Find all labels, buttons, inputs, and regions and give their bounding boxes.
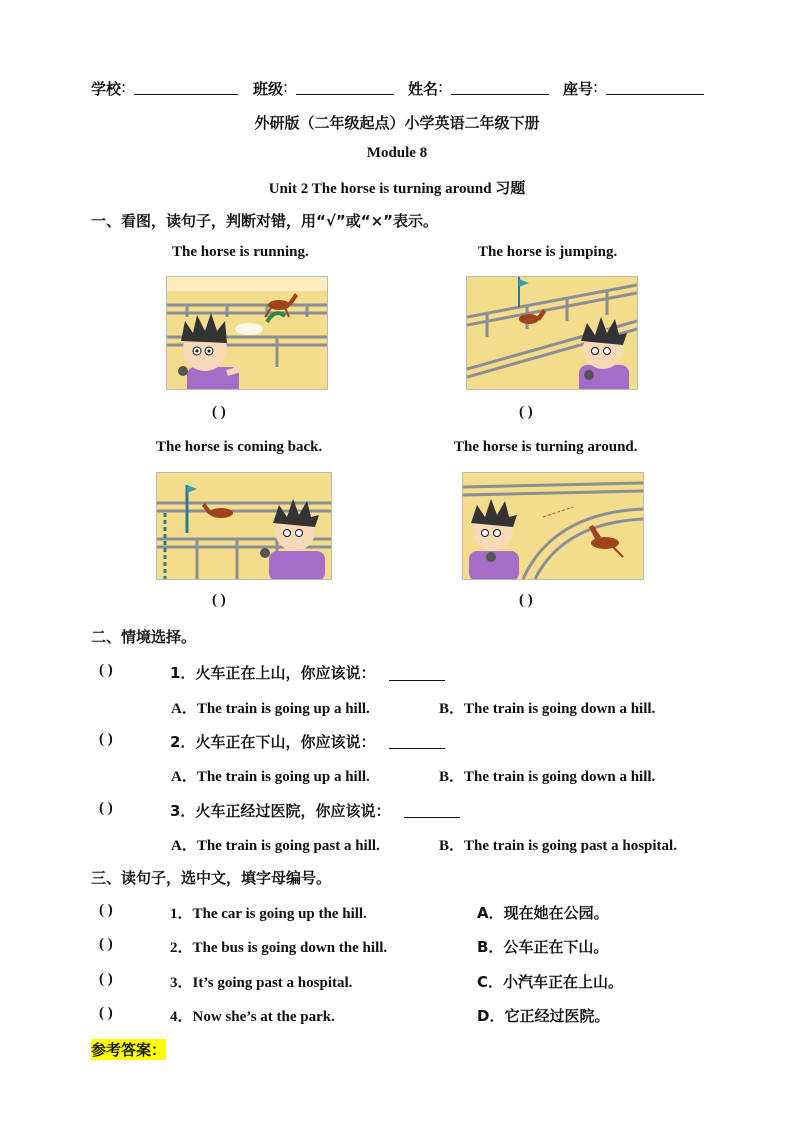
s3-row4-english: 4．Now she’s at the park. [170,1009,335,1025]
q1-option-a: A．The train is going up a hill. [171,701,370,717]
q3-blank[interactable] [404,817,460,818]
q1-blank[interactable] [389,680,445,681]
item4-sentence: The horse is turning around. [454,439,638,455]
item3-sentence: The horse is coming back. [156,439,323,455]
section2-heading: 二、情境选择。 [91,628,197,646]
name-label: 姓名 [408,80,439,98]
item1-paren[interactable]: ( ) [212,404,226,420]
item1-sentence: The horse is running. [172,244,309,260]
class-label: 班级 [253,80,284,98]
s3-row1-paren[interactable]: ( ) [99,902,113,918]
title-unit: Unit 2 The horse is turning around 习题 [268,181,526,197]
title-book: 外研版（二年级起点）小学英语二年级下册 [254,114,540,132]
s3-row4-paren[interactable]: ( ) [99,1005,113,1021]
q1-option-b: B．The train is going down a hill. [439,701,656,717]
q2-option-a: A．The train is going up a hill. [171,769,370,785]
s3-row1-chinese: A．现在她在公园。 [477,904,609,922]
s3-row1-english: 1．The car is going up the hill. [170,906,367,922]
q3-stem: 3．火车正经过医院，你应该说： [170,802,391,820]
s3-row3-chinese: C．小汽车正在上山。 [477,973,624,991]
item3-paren[interactable]: ( ) [212,592,226,608]
picture-horse-running [166,276,328,390]
picture-horse-turning-around [462,472,644,580]
q2-option-b: B．The train is going down a hill. [439,769,656,785]
item4-paren[interactable]: ( ) [519,592,533,608]
name-colon: : [438,78,444,96]
q1-stem: 1．火车正在上山，你应该说： [170,664,376,682]
item2-paren[interactable]: ( ) [519,404,533,420]
picture-horse-jumping [466,276,638,390]
q3-option-a: A．The train is going past a hill. [171,838,380,854]
name-field[interactable] [451,94,549,95]
class-field[interactable] [296,94,394,95]
answer-key-label: 参考答案： [91,1041,167,1059]
seat-field[interactable] [606,94,704,95]
school-field[interactable] [134,94,238,95]
seat-colon: : [593,78,599,96]
q3-option-b: B．The train is going past a hospital. [439,838,677,854]
s3-row4-chinese: D．它正经过医院。 [477,1007,610,1025]
section3-heading: 三、读句子，选中文，填字母编号。 [91,869,332,887]
q2-paren[interactable]: ( ) [99,731,113,747]
q3-paren[interactable]: ( ) [99,800,113,816]
q2-stem: 2．火车正在下山，你应该说： [170,733,376,751]
section1-heading: 一、看图，读句子，判断对错，用“√”或“×”表示。 [91,212,439,230]
s3-row3-english: 3．It’s going past a hospital. [170,975,353,991]
q1-paren[interactable]: ( ) [99,662,113,678]
item2-sentence: The horse is jumping. [478,244,618,260]
s3-row2-english: 2．The bus is going down the hill. [170,940,388,956]
school-colon: : [121,78,127,96]
picture-horse-coming-back [156,472,332,580]
school-label: 学校 [91,80,122,98]
q2-blank[interactable] [389,748,445,749]
seat-label: 座号 [563,80,594,98]
s3-row3-paren[interactable]: ( ) [99,971,113,987]
s3-row2-paren[interactable]: ( ) [99,936,113,952]
title-module: Module 8 [366,145,428,161]
class-colon: : [283,78,289,96]
s3-row2-chinese: B．公车正在下山。 [477,938,609,956]
